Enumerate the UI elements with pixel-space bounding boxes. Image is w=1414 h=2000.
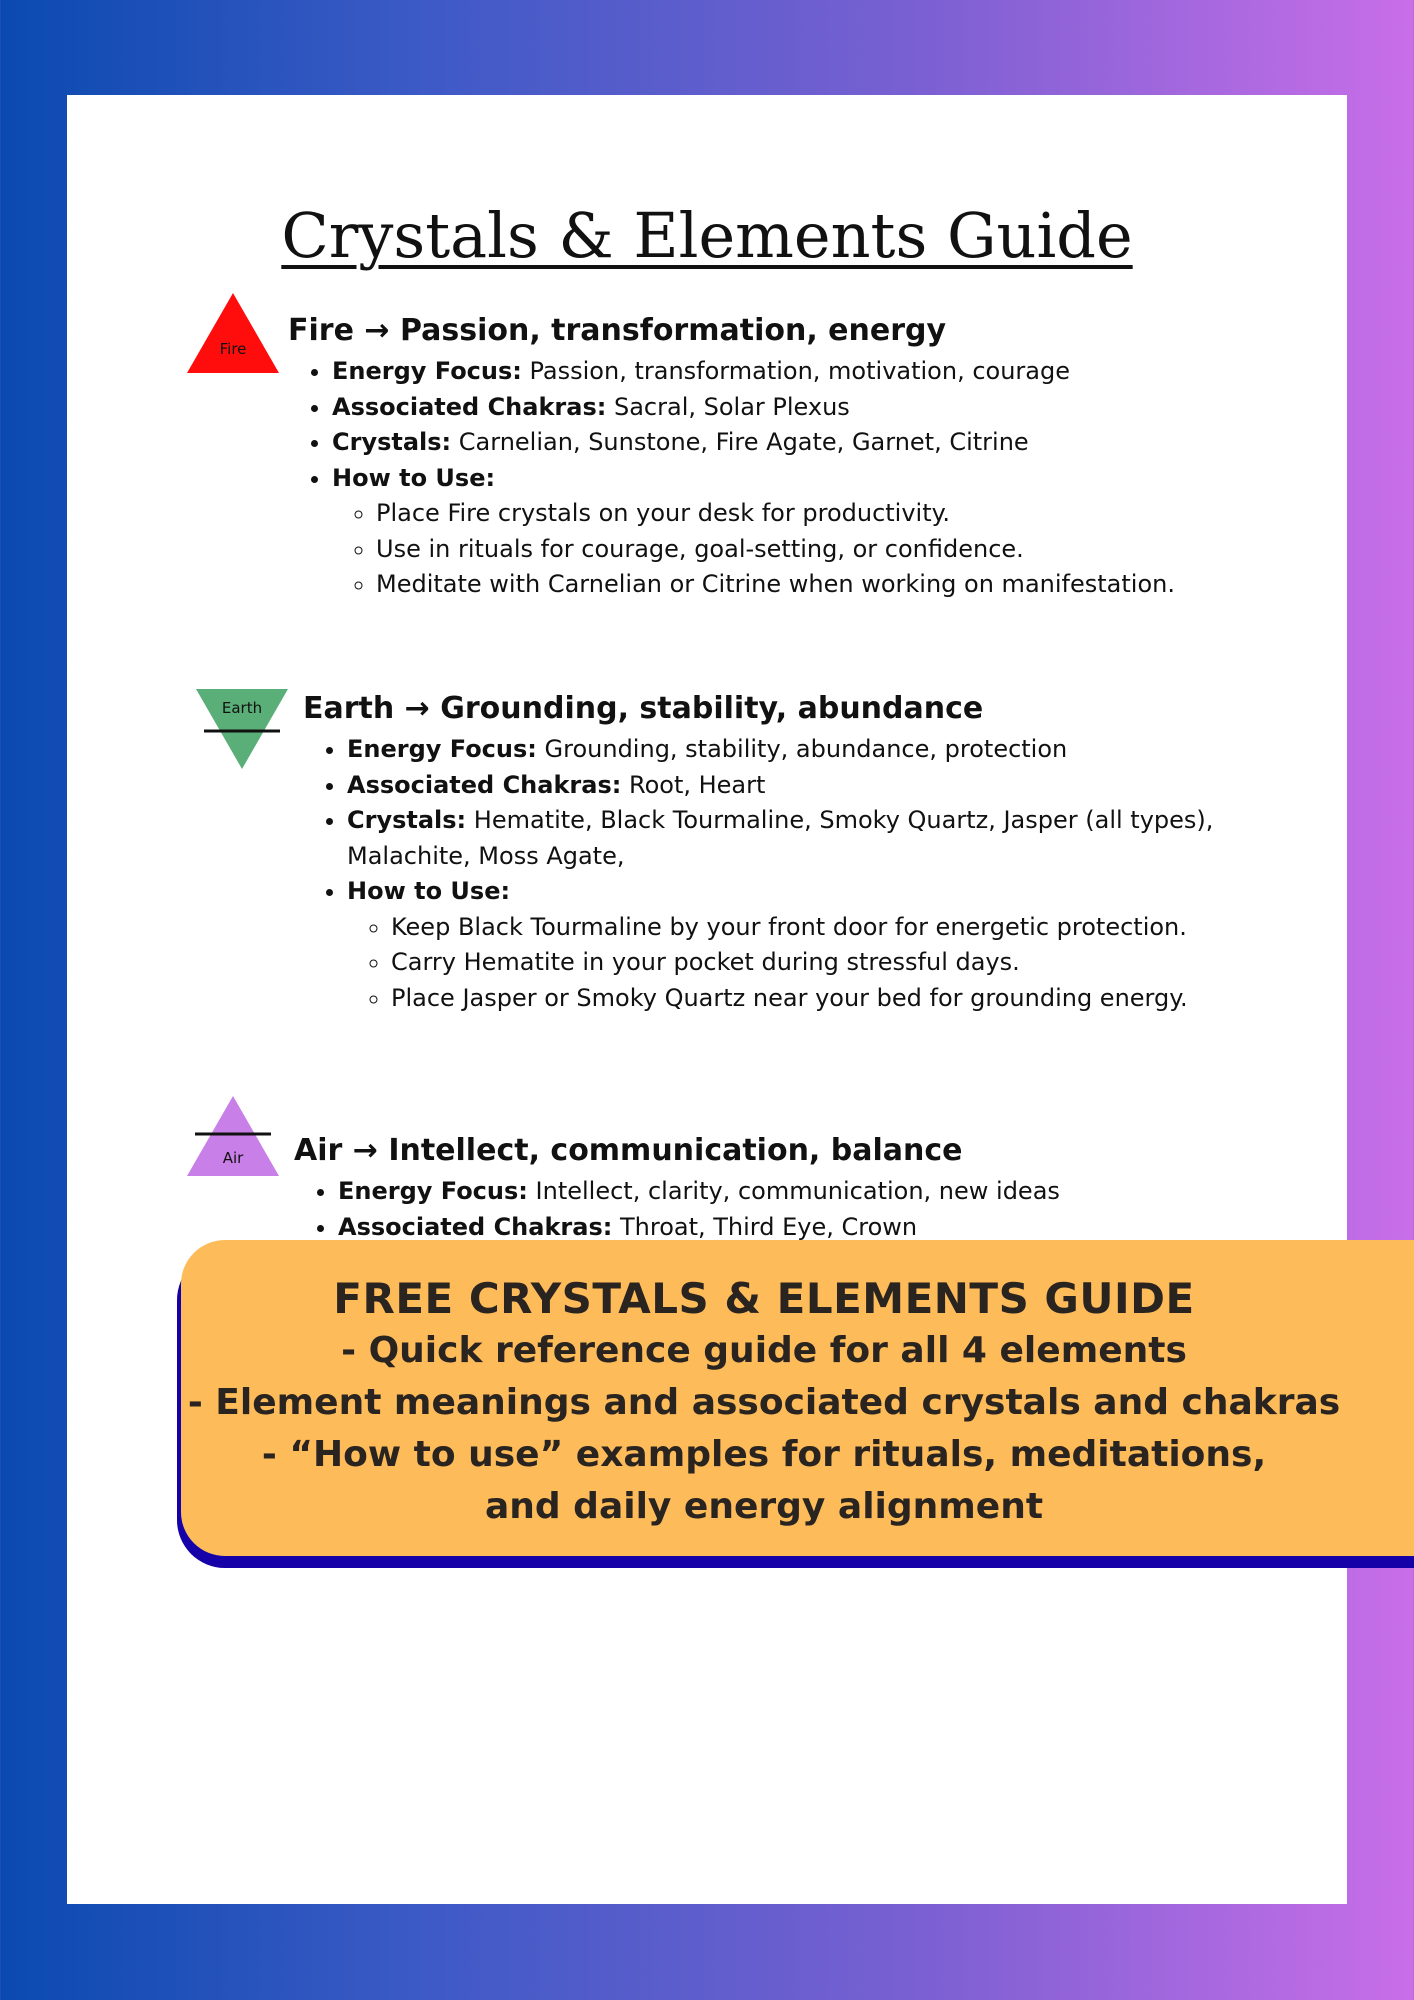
banner-card <box>181 1240 1414 1556</box>
list-item <box>332 390 1175 426</box>
chakras-label: Associated Chakras: <box>347 770 622 799</box>
energy-focus-value: Passion, transformation, motivation, courage <box>529 357 1070 385</box>
page-title: Crystals & Elements Guide <box>281 198 1133 272</box>
fire-triangle-icon <box>185 293 281 375</box>
crystals-value: Hematite, Black Tourmaline, Smoky Quartz, Jasper (all types), Malachite, Moss Agate, <box>347 806 1214 870</box>
chakras-label: Associated Chakras: <box>332 392 607 421</box>
fire-list <box>288 354 1175 603</box>
how-to-use-list <box>332 496 1175 603</box>
energy-focus-label: Energy Focus: <box>347 735 537 763</box>
banner-line-1: - Quick reference guide for all 4 elements <box>341 1330 1187 1371</box>
earth-heading: Earth → Grounding, stability, abundance <box>303 691 984 726</box>
air-triangle-icon <box>185 1096 281 1178</box>
chakras-value: Throat, Third Eye, Crown <box>619 1212 918 1241</box>
list-item <box>347 803 1227 874</box>
list-item <box>332 354 1175 390</box>
list-item <box>347 732 1227 768</box>
energy-focus-value: Grounding, stability, abundance, protection <box>544 735 1068 763</box>
list-item <box>338 1174 1060 1210</box>
list-item: ◦ Carry Hematite in your pocket during stressful days. <box>391 945 1227 981</box>
chakras-label: Associated Chakras: <box>338 1212 613 1241</box>
list-item: ◦ Place Jasper or Smoky Quartz near your bed for grounding energy. <box>391 981 1227 1017</box>
chakras-value: Root, Heart <box>628 770 766 799</box>
list-item: ◦ Meditate with Carnelian or Citrine when working on manifestation. <box>376 567 1175 603</box>
earth-list <box>303 732 1227 1016</box>
list-item: ◦ Place Fire crystals on your desk for productivity. <box>376 496 1175 532</box>
fire-section <box>288 313 1175 603</box>
banner-title: FREE CRYSTALS & ELEMENTS GUIDE <box>333 1274 1195 1323</box>
energy-focus-label: Energy Focus: <box>338 1177 528 1205</box>
list-item: ◦ Keep Black Tourmaline by your front door for energetic protection. <box>391 910 1227 946</box>
earth-section <box>303 691 1227 1016</box>
air-list <box>294 1174 1060 1245</box>
crystals-value: Carnelian, Sunstone, Fire Agate, Garnet, Citrine <box>458 428 1029 456</box>
how-to-use-list <box>347 910 1227 1017</box>
air-icon-label: Air <box>222 1149 244 1167</box>
promo-banner <box>177 1240 1414 1568</box>
air-section <box>294 1133 1060 1245</box>
crystals-label: Crystals: <box>332 428 452 456</box>
fire-heading: Fire → Passion, transformation, energy <box>288 313 947 348</box>
banner-line-2: - Element meanings and associated crystals and chakras <box>187 1382 1341 1423</box>
how-to-use-label: How to Use: <box>332 463 496 492</box>
guide-page <box>67 95 1347 1904</box>
list-item <box>332 425 1175 461</box>
list-item <box>347 874 1227 1016</box>
list-item <box>332 461 1175 603</box>
how-to-use-label: How to Use: <box>347 877 511 905</box>
energy-focus-value: Intellect, clarity, communication, new ideas <box>535 1177 1060 1205</box>
chakras-value: Sacral, Solar Plexus <box>613 392 850 421</box>
list-item <box>347 768 1227 804</box>
crystals-label: Crystals: <box>347 806 467 834</box>
fire-icon-label: Fire <box>219 340 247 358</box>
energy-focus-label: Energy Focus: <box>332 357 522 385</box>
earth-triangle-icon <box>194 689 290 771</box>
list-item: ◦ Use in rituals for courage, goal-setting, or confidence. <box>376 532 1175 568</box>
banner-line-3: - “How to use” examples for rituals, meditations, and daily energy alignment <box>261 1434 1267 1527</box>
air-heading: Air → Intellect, communication, balance <box>294 1133 963 1168</box>
earth-icon-label: Earth <box>221 699 263 717</box>
